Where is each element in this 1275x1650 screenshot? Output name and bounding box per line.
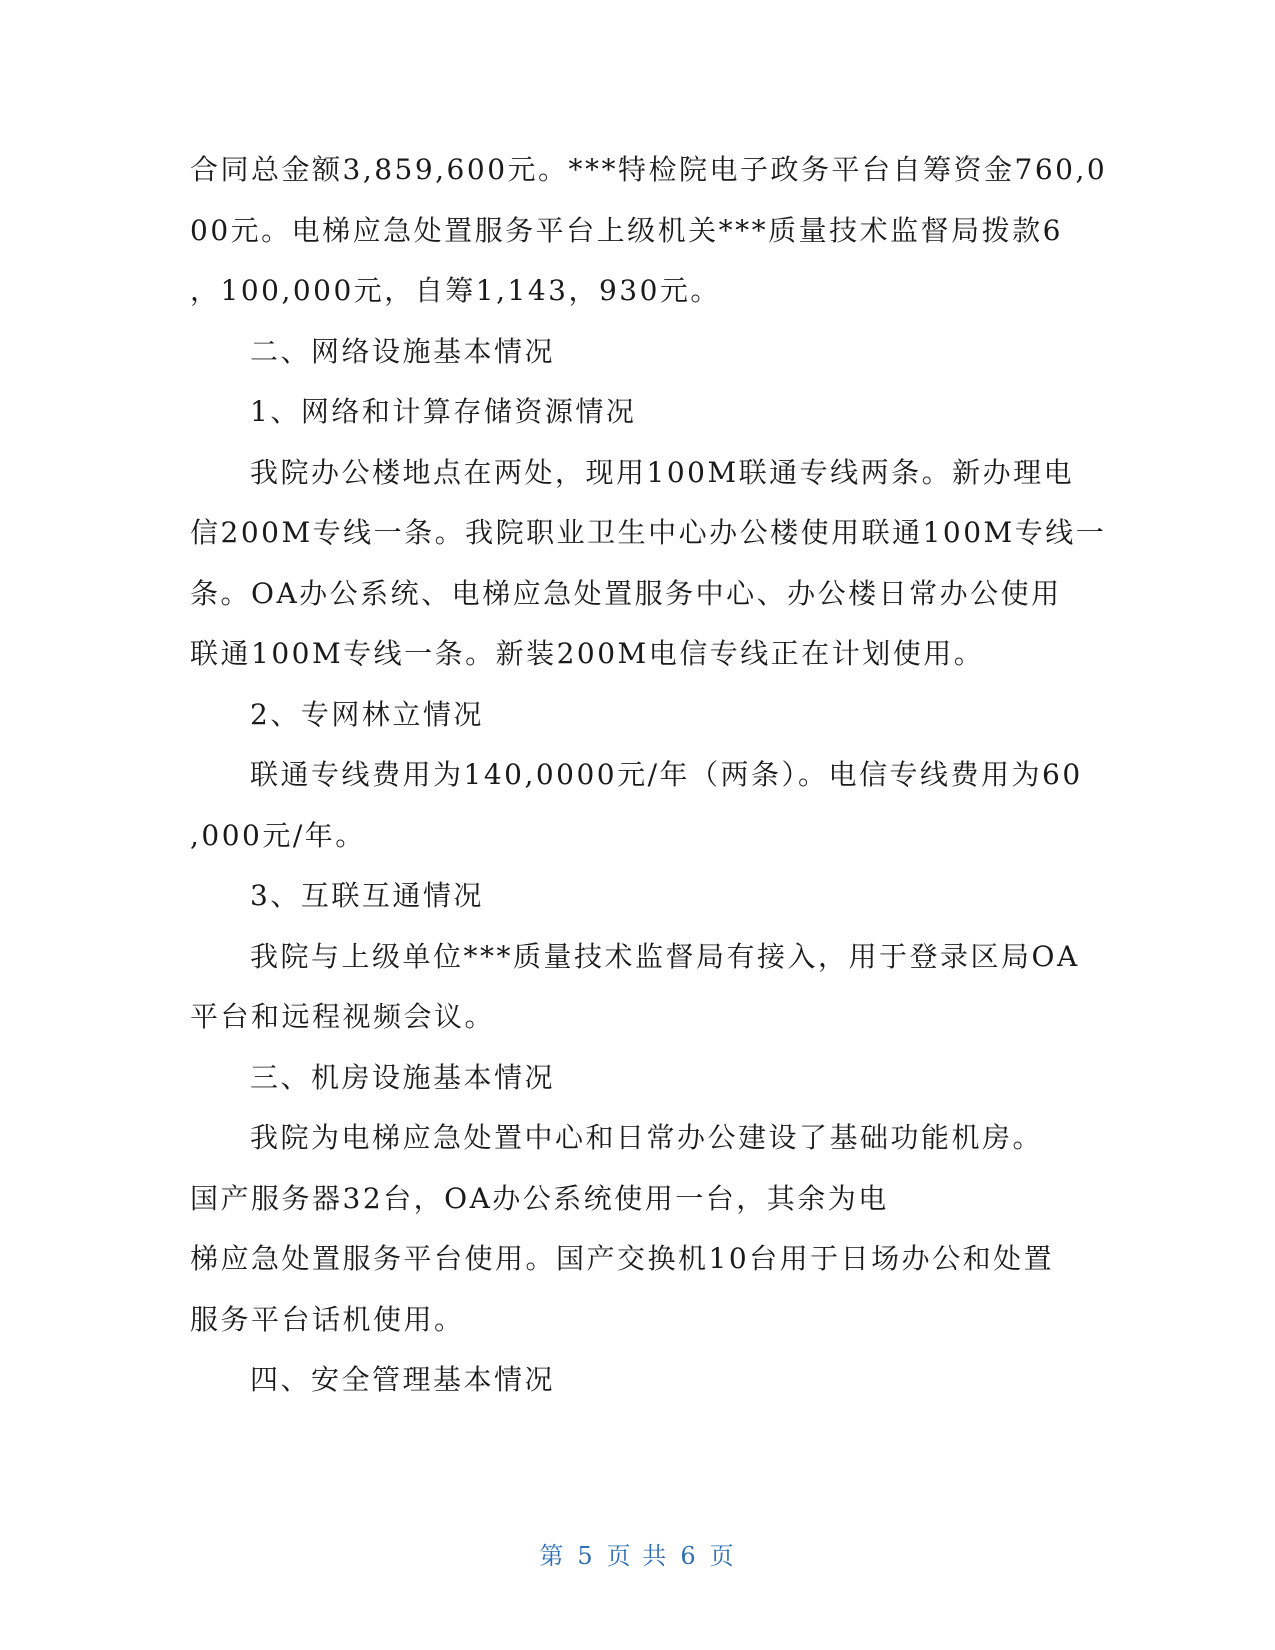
text-line: 服务平台话机使用。	[190, 1302, 465, 1336]
text-line: 1、网络和计算存储资源情况	[250, 395, 637, 428]
text-line: 联通专线费用为140,0000元/年（两条）。电信专线费用为60	[250, 758, 1083, 791]
text-line: 条。OA办公系统、电梯应急处置服务中心、办公楼日常办公使用	[190, 576, 1062, 610]
footer-total-pages: 6	[680, 1542, 698, 1570]
text-line: ，100,000元，自筹1,143，930元。	[190, 274, 721, 307]
text-line: 平台和远程视频会议。	[190, 1000, 496, 1033]
text-line: 三、机房设施基本情况	[250, 1060, 556, 1094]
text-line: ,000元/年。	[190, 818, 366, 852]
footer-middle: 页 共	[606, 1542, 669, 1570]
text-line: 信200M专线一条。我院职业卫生中心办公楼使用联通100M专线一	[190, 516, 1107, 549]
text-line: 3、互联互通情况	[250, 879, 484, 912]
text-line: 00元。电梯应急处置服务平台上级机关***质量技术监督局拨款6	[190, 213, 1063, 247]
footer-page-number: 5	[577, 1542, 595, 1570]
text-line: 四、安全管理基本情况	[250, 1363, 556, 1396]
document-body	[190, 140, 1108, 1411]
page-footer	[0, 1536, 1275, 1571]
text-line: 梯应急处置服务平台使用。国产交换机10台用于日场办公和处置	[190, 1242, 1055, 1275]
text-line: 合同总金额3,859,600元。***特检院电子政务平台自筹资金760,0	[190, 153, 1108, 186]
footer-prefix: 第	[539, 1542, 566, 1570]
text-line: 联通100M专线一条。新装200M电信专线正在计划使用。	[190, 637, 985, 670]
footer-suffix: 页	[709, 1542, 736, 1570]
text-line: 2、专网林立情况	[250, 697, 484, 731]
text-line: 我院办公楼地点在两处，现用100M联通专线两条。新办理电	[250, 455, 1075, 489]
text-line: 国产服务器32台，OA办公系统使用一台，其余为电	[190, 1181, 889, 1215]
text-line: 我院为电梯应急处置中心和日常办公建设了基础功能机房。	[250, 1121, 1044, 1154]
text-line: 二、网络设施基本情况	[250, 334, 556, 368]
text-line: 我院与上级单位***质量技术监督局有接入，用于登录区局OA	[250, 939, 1080, 973]
